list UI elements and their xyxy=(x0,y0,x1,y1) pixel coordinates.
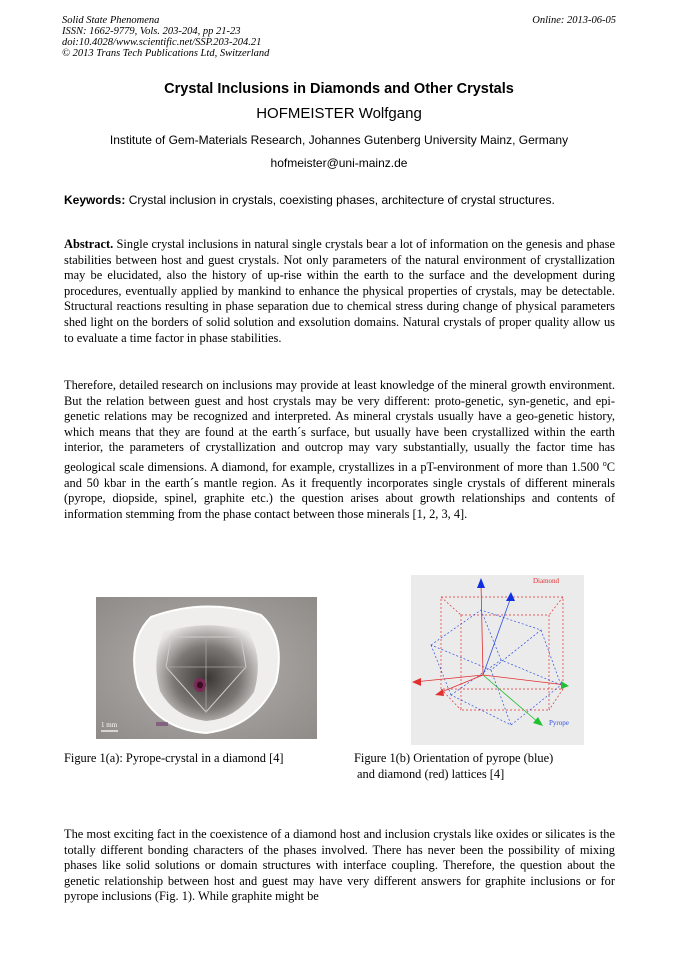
abstract-text: Single crystal inclusions in natural single crystals bear a lot of information on the genesis and phase stabilities between host and guest crystals. Not only parameters of the natural environment of crystallization may be elucidated, also the history of up-rise within the earth to the surface and the development during procedures, eventually applied by mankind to enhance the physical properties of crystals, may be detectable. Structural reactions resulting in phase separation due to chemical stress during change of physical parameters shed light on the borders of solid solution and exsolution domains. Natural crystals of proper quality allow us to evaluate a time factor in phase stabilities. xyxy=(64,237,615,345)
degree-superscript: o xyxy=(602,458,607,468)
figure-1b-caption-line1: Figure 1(b) Orientation of pyrope (blue) xyxy=(354,751,554,765)
online-date: Online: 2013-06-05 xyxy=(532,15,616,26)
figure-1a-caption: Figure 1(a): Pyrope-crystal in a diamond [4] xyxy=(64,751,284,765)
keywords xyxy=(64,193,555,207)
para2-text-a: Therefore, detailed research on inclusions may provide at least knowledge of the mineral growth environment. But the relation between guest and host crystals may be very different: proto-genetic, syn-genetic, and epi-genetic relations may be recognized and interpreted. As mineral crystals usually have a geo-genetic history, which means that they are found at the earth´s surface, but usually have been crystallized within the earth interior, the parameters of crystallization and outcrop may vary substantially, usually the factor time has geological scale dimensions. A diamond, for example, crystallizes in a pT-environment of more than 1.500 xyxy=(64,378,615,475)
figure-1b-lattice xyxy=(411,575,584,745)
keywords-text: Crystal inclusion in crystals, coexisting phases, architecture of crystal structures. xyxy=(125,193,555,207)
doi-line: doi:10.4028/www.scientific.net/SSP.203-204.21 xyxy=(62,37,262,48)
running-header xyxy=(62,15,269,59)
figure-1a-photo xyxy=(96,597,317,739)
author-email[interactable]: hofmeister@uni-mainz.de xyxy=(270,156,408,170)
abstract-label: Abstract. xyxy=(64,237,114,251)
para2-text-b: C and 50 kbar in the earth´s mantle region. As it frequently incorporates single crystals of different minerals (pyrope, diopside, spinel, graphite etc.) the question arises about growth relationships and contents of information stemming from the phase contact between those minerals [1, 2, 3, 4]. xyxy=(64,460,615,521)
scale-bar-label: 1 mm xyxy=(101,721,118,729)
issn-line: ISSN: 1662-9779, Vols. 203-204, pp 21-23 xyxy=(62,26,241,37)
paper-title: Crystal Inclusions in Diamonds and Other Crystals xyxy=(164,81,514,97)
body-paragraph-3: The most exciting fact in the coexistence of a diamond host and inclusion crystals like oxides or silicates is the totally different bonding characters of the phases involved. There has never been the possibility of mixing phases like solid solutions or domain structures with interface coupling. Therefore, the question about the genetic relationship between host and guest may have very different answers for graphite inclusions or for pyrope inclusions (Fig. 1). While graphite might be xyxy=(64,827,615,904)
figure-1b-caption-line2: and diamond (red) lattices [4] xyxy=(357,767,505,781)
abstract-paragraph xyxy=(64,237,615,346)
body-paragraph-2 xyxy=(64,378,615,522)
affiliation: Institute of Gem-Materials Research, Johannes Gutenberg University Mainz, Germany xyxy=(109,133,569,147)
journal-name: Solid State Phenomena xyxy=(62,15,160,26)
diamond-label: Diamond xyxy=(533,577,560,585)
pyrope-label: Pyrope xyxy=(549,719,569,727)
copyright-line: © 2013 Trans Tech Publications Ltd, Switzerland xyxy=(62,48,270,59)
keywords-label: Keywords: xyxy=(64,193,126,207)
author-name: HOFMEISTER Wolfgang xyxy=(256,105,422,122)
